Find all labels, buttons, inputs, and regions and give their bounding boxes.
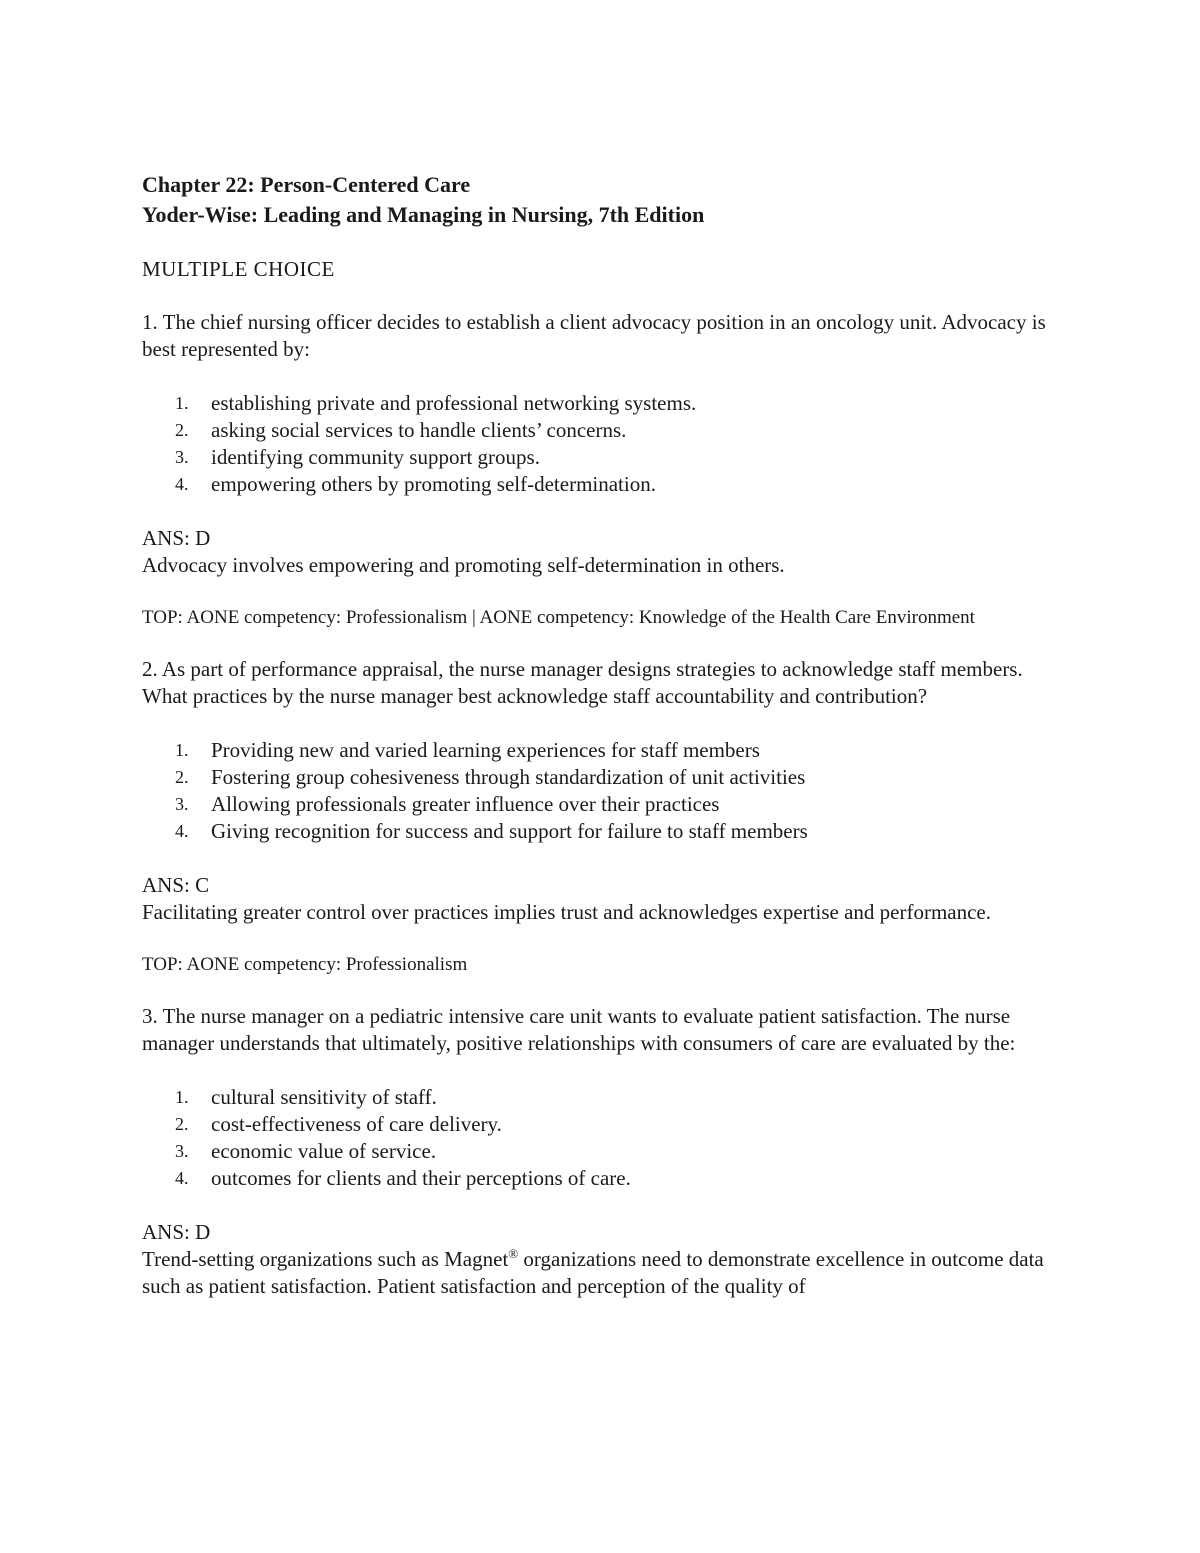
option-text: Allowing professionals greater influence over their practices <box>211 792 720 816</box>
option-number: 4. <box>175 474 189 494</box>
rationale: Facilitating greater control over practices implies trust and acknowledges expertise and performance. <box>142 900 992 924</box>
answer-key: ANS: D <box>142 526 211 550</box>
chapter-title: Chapter 22: Person-Centered Care <box>142 172 471 197</box>
option-item <box>142 791 1072 818</box>
option-number: 4. <box>175 821 189 841</box>
rationale <box>142 1246 1072 1300</box>
section-label: MULTIPLE CHOICE <box>142 257 335 281</box>
option-number: 4. <box>175 1168 189 1188</box>
option-number: 1. <box>175 1087 189 1107</box>
rationale-text-end: organizations need to demonstrate excellence in outcome data such as patient satisfaction. Patient satisfaction and perception of the quality of <box>142 1247 1044 1298</box>
question-1 <box>142 309 1072 630</box>
rationale-text-start: Trend-setting organizations such as Magnet <box>142 1247 509 1271</box>
answer-key: ANS: D <box>142 1220 211 1244</box>
option-list <box>142 390 1072 498</box>
option-item <box>142 1084 1072 1111</box>
topic-tag: TOP: AONE competency: Professionalism | AONE competency: Knowledge of the Health Care Environment <box>142 607 975 628</box>
option-item <box>142 471 1072 498</box>
option-number: 2. <box>175 767 189 787</box>
option-number: 1. <box>175 740 189 760</box>
option-item <box>142 737 1072 764</box>
option-item <box>142 1111 1072 1138</box>
option-number: 2. <box>175 1114 189 1134</box>
option-item <box>142 764 1072 791</box>
option-number: 3. <box>175 1141 189 1161</box>
option-text: Providing new and varied learning experiences for staff members <box>211 738 760 762</box>
option-text: Fostering group cohesiveness through standardization of unit activities <box>211 765 806 789</box>
answer-key: ANS: C <box>142 873 210 897</box>
option-number: 3. <box>175 447 189 467</box>
option-text: outcomes for clients and their perceptions of care. <box>211 1166 631 1190</box>
option-item <box>142 444 1072 471</box>
option-text: economic value of service. <box>211 1139 437 1163</box>
option-item <box>142 417 1072 444</box>
option-item <box>142 1138 1072 1165</box>
question-2 <box>142 656 1072 977</box>
option-text: identifying community support groups. <box>211 445 540 469</box>
book-title: Yoder-Wise: Leading and Managing in Nursing, 7th Edition <box>142 202 705 227</box>
registered-mark: ® <box>508 1246 519 1261</box>
option-text: Giving recognition for success and support for failure to staff members <box>211 819 808 843</box>
topic-tag: TOP: AONE competency: Professionalism <box>142 954 468 975</box>
option-item <box>142 390 1072 417</box>
question-stem: 1. The chief nursing officer decides to establish a client advocacy position in an oncology unit. Advocacy is best represented by: <box>142 310 1046 361</box>
option-number: 2. <box>175 420 189 440</box>
option-item <box>142 1165 1072 1192</box>
option-text: cultural sensitivity of staff. <box>211 1085 437 1109</box>
rationale: Advocacy involves empowering and promoting self-determination in others. <box>142 553 785 577</box>
option-item <box>142 818 1072 845</box>
option-text: establishing private and professional networking systems. <box>211 391 697 415</box>
question-3 <box>142 1003 1072 1300</box>
option-list <box>142 1084 1072 1192</box>
document-page <box>142 170 1072 1300</box>
option-list <box>142 737 1072 845</box>
option-text: cost-effectiveness of care delivery. <box>211 1112 502 1136</box>
question-stem: 2. As part of performance appraisal, the nurse manager designs strategies to acknowledge staff members. What practices by the nurse manager best acknowledge staff accountability and contribution? <box>142 657 1023 708</box>
question-stem: 3. The nurse manager on a pediatric intensive care unit wants to evaluate patient satisfaction. The nurse manager understands that ultimately, positive relationships with consumers of care are evaluated by the: <box>142 1004 1016 1055</box>
option-text: asking social services to handle clients’ concerns. <box>211 418 627 442</box>
option-number: 1. <box>175 393 189 413</box>
option-text: empowering others by promoting self-determination. <box>211 472 656 496</box>
option-number: 3. <box>175 794 189 814</box>
